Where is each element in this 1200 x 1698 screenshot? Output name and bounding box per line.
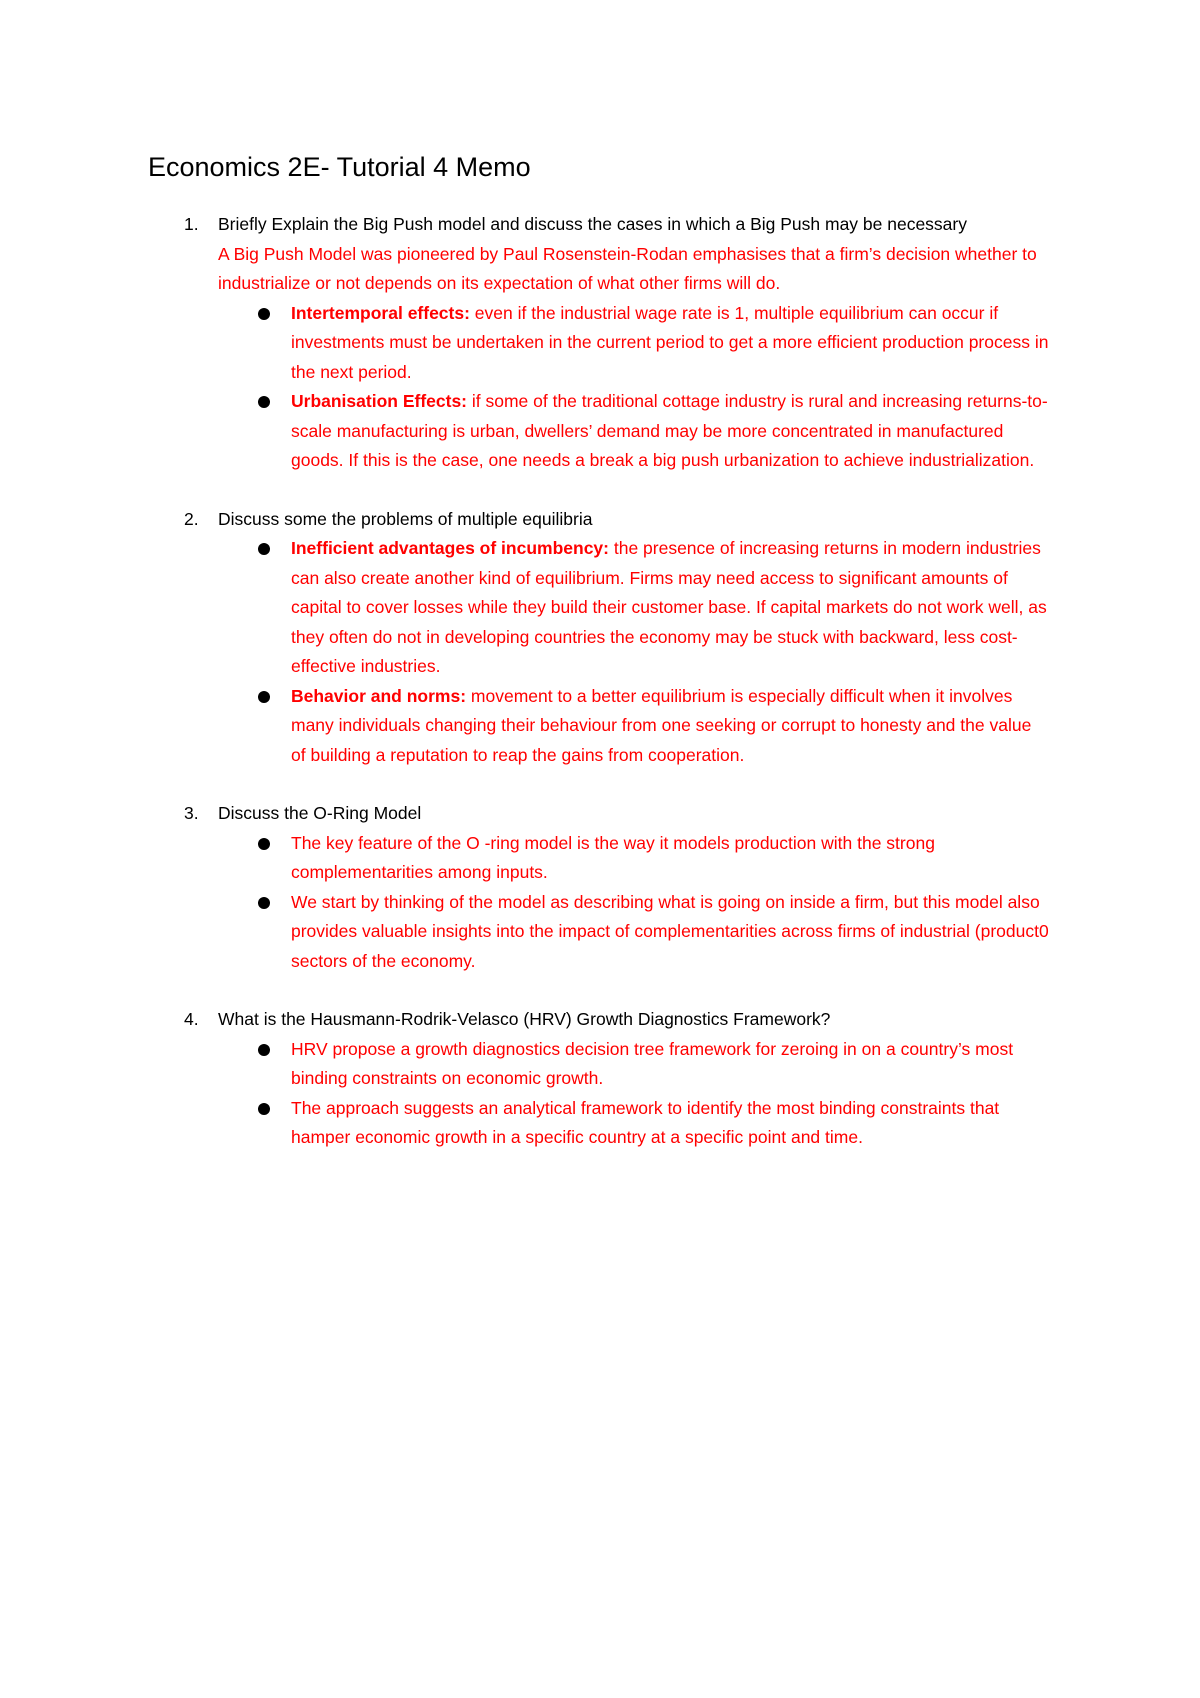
bullet-dot-icon bbox=[258, 1044, 270, 1056]
question-number: 3. bbox=[184, 803, 199, 823]
question-text: What is the Hausmann-Rodrik-Velasco (HRV) Growth Diagnostics Framework? bbox=[218, 1009, 831, 1029]
answer-bullet bbox=[218, 888, 1050, 977]
bullet-text: The approach suggests an analytical framework to identify the most binding constraints that hamper economic growth in a specific country at a specific point and time. bbox=[291, 1097, 1000, 1147]
question-number: 2. bbox=[184, 508, 199, 529]
bullet-text: We start by thinking of the model as describing what is going on inside a firm, but this model also provides valuable insights into the impact of complementarities across firms of industrial (product0 sectors of the economy. bbox=[291, 891, 1049, 971]
bullet-dot-icon bbox=[258, 543, 270, 555]
question-text: Discuss the O-Ring Model bbox=[218, 803, 422, 823]
answer-bullet-list bbox=[218, 534, 1050, 770]
answer-bullet bbox=[218, 1094, 1050, 1153]
question-text: Briefly Explain the Big Push model and discuss the cases in which a Big Push may be necessary bbox=[218, 214, 967, 234]
bullet-dot-icon bbox=[258, 1103, 270, 1115]
answer-bullet-list bbox=[218, 829, 1050, 977]
bullet-lead: Behavior and norms: bbox=[291, 685, 467, 706]
question-item bbox=[148, 505, 1050, 771]
bullet-lead: Urbanisation Effects: bbox=[291, 391, 467, 411]
bullet-dot-icon bbox=[258, 308, 270, 320]
bullet-text: The key feature of the O -ring model is the way it models production with the strong complementarities among inputs. bbox=[291, 832, 935, 882]
question-number: 4. bbox=[184, 1009, 199, 1029]
bullet-dot-icon bbox=[258, 838, 270, 850]
question-list bbox=[148, 210, 1050, 1153]
bullet-dot-icon bbox=[258, 691, 270, 703]
bullet-lead: Intertemporal effects: bbox=[291, 302, 470, 323]
bullet-dot-icon bbox=[258, 396, 270, 408]
document-title: Economics 2E- Tutorial 4 Memo bbox=[148, 152, 531, 182]
bullet-text: movement to a better equilibrium is especially difficult when it involves many individuals changing their behaviour from one seeking or corrupt to honesty and the value of building a reputation to reap the gains from cooperation. bbox=[291, 685, 1032, 765]
bullet-text: if some of the traditional cottage industry is rural and increasing returns-to-scale manufacturing is urban, dwellers’ demand may be more concentrated in manufactured goods. If this is the case, one needs a break a big push urbanization to achieve industrialization. bbox=[291, 391, 1048, 470]
question-item bbox=[148, 210, 1050, 476]
bullet-text: the presence of increasing returns in modern industries can also create another kind of equilibrium. Firms may need access to significant amounts of capital to cover losses while they build their customer base. If capital markets do not work well, as they often do not in developing countries the economy may be stuck with backward, less cost-effective industries. bbox=[291, 538, 1047, 676]
bullet-text: HRV propose a growth diagnostics decision tree framework for zeroing in on a country’s most binding constraints on economic growth. bbox=[291, 1038, 1014, 1088]
question-text: Discuss some the problems of multiple equilibria bbox=[218, 508, 593, 529]
question-item bbox=[148, 799, 1050, 976]
question-number: 1. bbox=[184, 214, 199, 234]
bullet-lead: Inefficient advantages of incumbency: bbox=[291, 538, 609, 558]
answer-bullet bbox=[218, 534, 1050, 682]
answer-bullet bbox=[218, 682, 1050, 771]
answer-bullet-list bbox=[218, 299, 1050, 476]
answer-intro: A Big Push Model was pioneered by Paul Rosenstein-Rodan emphasises that a firm’s decision whether to industrialize or not depends on its expectation of what other firms will do. bbox=[218, 243, 1037, 293]
answer-bullet bbox=[218, 829, 1050, 888]
answer-bullet bbox=[218, 1035, 1050, 1094]
bullet-dot-icon bbox=[258, 897, 270, 909]
answer-bullet bbox=[218, 387, 1050, 476]
answer-bullet-list bbox=[218, 1035, 1050, 1153]
answer-bullet bbox=[218, 299, 1050, 388]
question-item bbox=[148, 1005, 1050, 1153]
bullet-text: even if the industrial wage rate is 1, multiple equilibrium can occur if investments must be undertaken in the current period to get a more efficient production process in the next period. bbox=[291, 302, 1049, 382]
